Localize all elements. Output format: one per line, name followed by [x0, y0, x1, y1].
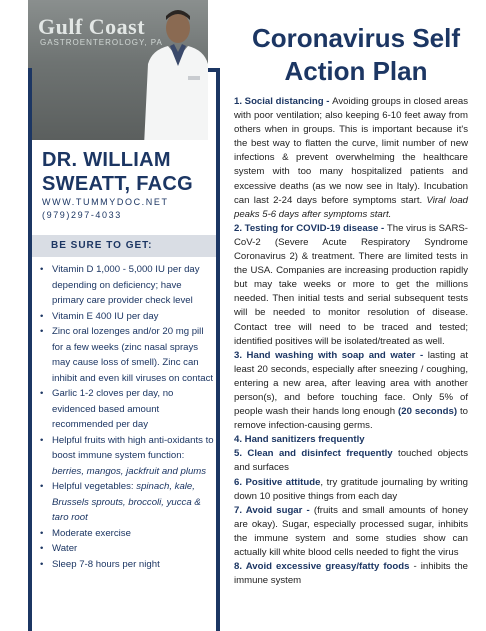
doctor-name: DR. WILLIAM SWEATT, FACG — [42, 149, 194, 195]
list-item — [38, 479, 214, 526]
doctor-photo — [28, 0, 208, 140]
supplement-list — [38, 262, 214, 572]
plan-item-heading: 6. Positive attitude — [234, 476, 321, 488]
action-plan — [234, 95, 468, 588]
list-item — [38, 309, 214, 325]
website-link[interactable]: WWW.TUMMYDOC.NET — [42, 197, 169, 207]
get-header-bar — [32, 235, 216, 257]
plan-item-text: Avoiding groups in closed areas with poor ventilation; also keeping 6-10 feet away from others when in groups. This is important because it's the best way to flatten the curve, limit number of new infections & prevent overwhelming the healthcare system with too many hospitalized patients and excessive deaths (as we now see in Italy). Incubation can last 2-24 days before symptoms start. — [234, 96, 469, 206]
plan-item — [234, 447, 468, 475]
list-item-text: Zinc oral lozenges and/or 20 mg pill for a few weeks (zinc nasal sprays may cause loss of smell). Zinc can inhibit and even kill viruses on contact — [52, 326, 214, 384]
list-item-text: Helpful fruits with high anti-oxidants to boost immune system function: — [52, 434, 214, 461]
list-item-text: Helpful vegetables: — [52, 481, 137, 492]
list-item — [38, 324, 214, 386]
plan-item-text: - inhibits the immune system — [234, 561, 468, 587]
plan-item-heading: 3. Hand washing with soap and water - — [234, 349, 428, 361]
list-item — [38, 526, 214, 542]
list-item — [38, 386, 214, 433]
list-item-text: Water — [52, 543, 78, 554]
plan-item-text: (fruits and small amounts of honey are okay). Sugar, especially processed sugar, inhibits the immune system and some studies show can actually kill white blood cells needed to fight the virus — [234, 504, 468, 558]
list-item-text: Sleep 7-8 hours per night — [52, 558, 160, 570]
plan-item-heading: 5. Clean and disinfect frequently — [234, 448, 393, 460]
phone-number: (979)297-4033 — [42, 210, 122, 220]
plan-item-italic: Viral load peaks 5-6 days after symptoms start. — [234, 194, 468, 220]
plan-item-heading: 4. Hand sanitizers frequently — [234, 434, 365, 446]
list-item — [38, 541, 214, 557]
list-item-text: Moderate exercise — [52, 527, 131, 539]
frame-corner — [208, 68, 220, 72]
plan-item — [234, 476, 468, 504]
clinic-sign-subtext: GASTROENTEROLOGY, PA — [40, 38, 163, 47]
list-item-italic: berries, mangos, jackfruit and plums — [52, 465, 207, 477]
list-item — [38, 433, 214, 480]
plan-item-heading: 1. Social distancing - — [234, 96, 333, 107]
plan-item-text: to remove infection-causing germs. — [234, 406, 468, 432]
plan-item-text: The virus is SARS-CoV-2 (Severe Acute Respiratory Syndrome Coronavirus 2) & treatment. There are limited tests in the USA. Companies are increasing production rapidly but may take weeks or more to get the millions needed. Then initial tests and serial subsequent tests will be needed to monitor resolution of disease. Contact tree will need to be traced and tested; identified positives will be isolated/treated as well. — [234, 222, 468, 347]
left-frame-line — [28, 68, 32, 631]
plan-item — [234, 504, 468, 560]
plan-item — [234, 349, 468, 434]
page-title: Coronavirus Self Action Plan — [251, 23, 461, 86]
list-item-text: Vitamin D 1,000 - 5,000 IU per day depending on deficiency; have primary care provider check level — [52, 264, 200, 306]
plan-item — [234, 433, 468, 447]
right-frame-line — [216, 68, 220, 631]
plan-item — [234, 560, 468, 588]
list-item — [38, 557, 214, 573]
plan-item-heading: 8. Avoid excessive greasy/fatty foods — [234, 561, 410, 573]
plan-item-bold: (20 seconds) — [398, 406, 458, 418]
plan-item-text: touched objects and surfaces — [234, 448, 468, 474]
list-item-italic: spinach, kale, Brussels sprouts, broccoli, yucca & taro root — [52, 481, 201, 523]
plan-item-heading: 2. Testing for COVID-19 disease - — [234, 222, 387, 234]
plan-item — [234, 95, 468, 222]
plan-item-text: lasting at least 20 seconds, especially after sneezing / coughing, entering a new area, after leaving area with another person(s), and before touching face. Only 5% of people wash their hands long enough — [234, 349, 468, 418]
list-item-text: Vitamin E 400 IU per day — [52, 310, 159, 322]
plan-item — [234, 222, 468, 349]
plan-item-heading: 7. Avoid sugar - — [234, 504, 314, 516]
list-item-text: Garlic 1-2 cloves per day, no evidenced based amount recommended per day — [52, 388, 174, 430]
get-header: BE SURE TO GET: — [51, 240, 153, 251]
doctor-figure-icon — [138, 6, 208, 140]
plan-item-text: , try gratitude journaling by writing down 10 positive things from each day — [234, 476, 468, 502]
list-item — [38, 262, 214, 309]
clinic-sign-text: Gulf Coast — [38, 14, 146, 39]
